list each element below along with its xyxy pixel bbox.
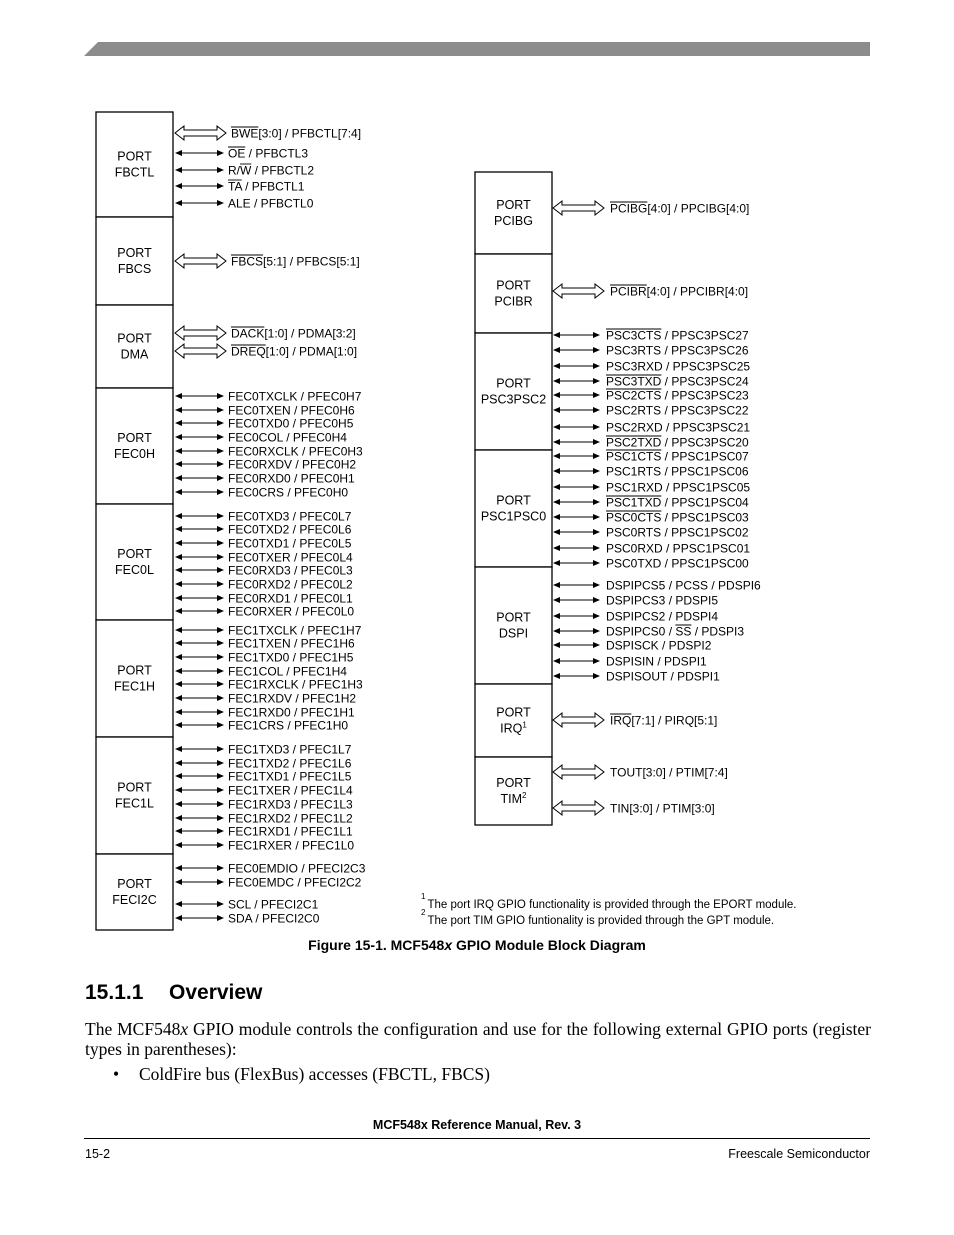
port-fec0l-arrow bbox=[175, 513, 224, 519]
port-fec1l-arrow bbox=[175, 801, 224, 807]
port-fec1h-arrow bbox=[175, 654, 224, 660]
port-fec0h-signal-label: FEC0RXCLK / PFEC0H3 bbox=[228, 444, 363, 459]
port-fec1h-box-label: FEC1H bbox=[114, 679, 155, 694]
port-dspi-signal-label: DSPIPCS5 / PCSS / PDSPI6 bbox=[606, 578, 761, 593]
port-irq-box bbox=[475, 684, 552, 757]
port-fec1h-signal-label: FEC1RXDV / PFEC1H2 bbox=[228, 691, 357, 706]
port-fec0h-arrow bbox=[175, 393, 224, 399]
port-fec1l-arrow bbox=[175, 746, 224, 752]
port-dspi-signal-label: DSPISOUT / PDSPI1 bbox=[606, 669, 720, 684]
port-fbcs-signal-label: FBCS[5:1] / PFBCS[5:1] bbox=[231, 254, 360, 269]
port-psc1psc0-box-label: PSC1PSC0 bbox=[480, 509, 547, 524]
port-fec1l-arrow bbox=[175, 787, 224, 793]
port-tim-box-label: PORT bbox=[496, 776, 531, 790]
port-fbctl-box bbox=[96, 112, 173, 217]
port-dspi-arrow bbox=[553, 642, 600, 648]
port-psc1psc0-arrow bbox=[553, 514, 600, 520]
port-psc3psc2-signal-label: PSC3RXD / PPSC3PSC25 bbox=[606, 359, 751, 374]
port-fec0l-signal-label: FEC0TXD1 / PFEC0L5 bbox=[228, 536, 352, 551]
port-fec0h-signal-label: FEC0RXDV / PFEC0H2 bbox=[228, 457, 357, 472]
port-dma-signal-label: DACK[1:0] / PDMA[3:2] bbox=[231, 326, 356, 341]
section-number: 15.1.1 bbox=[85, 981, 144, 1004]
port-dspi-arrow bbox=[553, 628, 600, 634]
port-fec0l-arrow bbox=[175, 608, 224, 614]
port-fec0h-arrow bbox=[175, 475, 224, 481]
port-psc1psc0-arrow bbox=[553, 529, 600, 535]
port-fec1l-signal-label: FEC1TXD3 / PFEC1L7 bbox=[228, 742, 352, 757]
port-fec1l-signal-label: FEC1RXD3 / PFEC1L3 bbox=[228, 797, 353, 812]
port-feci2c-signal-label: SCL / PFECI2C1 bbox=[228, 897, 319, 912]
port-psc3psc2-signal-label: PSC2RXD / PPSC3PSC21 bbox=[606, 420, 751, 435]
port-irq-arrow bbox=[553, 713, 604, 727]
port-irq-box-label: PORT bbox=[496, 705, 531, 720]
port-dspi-signal-label: DSPIPCS3 / PDSPI5 bbox=[606, 593, 719, 608]
port-fbctl-arrow bbox=[175, 167, 224, 173]
figure-caption: Figure 15-1. MCF548x GPIO Module Block Diagram bbox=[308, 937, 646, 953]
port-psc3psc2-box-label: PSC3PSC2 bbox=[480, 392, 547, 407]
port-feci2c-arrow bbox=[175, 879, 224, 885]
port-fec0h-box-label: PORT bbox=[117, 431, 152, 445]
port-psc1psc0-arrow bbox=[553, 468, 600, 474]
port-pcibg-arrow bbox=[553, 201, 604, 215]
port-fec1h-signal-label: FEC1TXEN / PFEC1H6 bbox=[228, 636, 355, 651]
port-fec0l-signal-label: FEC0RXER / PFEC0L0 bbox=[228, 604, 355, 619]
port-psc3psc2-arrow bbox=[553, 363, 600, 369]
port-psc1psc0-signal-label: PSC0TXD / PPSC1PSC00 bbox=[606, 556, 749, 571]
port-fec1h-arrow bbox=[175, 695, 224, 701]
section-heading bbox=[85, 981, 262, 1005]
port-fec1h-arrow bbox=[175, 627, 224, 633]
port-fbctl-arrow bbox=[175, 150, 224, 156]
port-fec1l-arrow bbox=[175, 815, 224, 821]
port-psc1psc0-signal-label: PSC0RTS / PPSC1PSC02 bbox=[606, 525, 749, 540]
port-fec0h-signal-label: FEC0RXD0 / PFEC0H1 bbox=[228, 471, 355, 486]
port-fbctl-signal-label: TA / PFBCTL1 bbox=[228, 179, 305, 194]
port-fec0h-box bbox=[96, 388, 173, 504]
port-psc1psc0-signal-label: PSC1RXD / PPSC1PSC05 bbox=[606, 480, 751, 495]
port-feci2c-box bbox=[96, 854, 173, 930]
port-tim-signal-label: TIN[3:0] / PTIM[3:0] bbox=[610, 801, 715, 816]
port-fec0h-signal-label: FEC0TXEN / PFEC0H6 bbox=[228, 403, 355, 418]
port-psc3psc2-arrow bbox=[553, 347, 600, 353]
port-psc3psc2-box-label: PORT bbox=[496, 376, 531, 391]
port-dspi-arrow bbox=[553, 613, 600, 619]
port-psc3psc2-signal-label: PSC2RTS / PPSC3PSC22 bbox=[606, 403, 749, 418]
port-psc1psc0-arrow bbox=[553, 545, 600, 551]
port-dspi-signal-label: DSPIPCS2 / PDSPI4 bbox=[606, 609, 719, 624]
footer-title: MCF548x Reference Manual, Rev. 3 bbox=[372, 1118, 582, 1132]
port-dspi-signal-label: DSPISCK / PDSPI2 bbox=[606, 638, 712, 653]
port-dma-box bbox=[96, 305, 173, 388]
port-tim-box-label: TIM$^2$ bbox=[500, 791, 527, 806]
port-pcibr-box-label: PCIBR bbox=[494, 294, 533, 309]
port-fec0h-signal-label: FEC0COL / PFEC0H4 bbox=[228, 430, 347, 445]
port-psc1psc0-arrow bbox=[553, 484, 600, 490]
port-fbctl-signal-label: R/W / PFBCTL2 bbox=[228, 163, 315, 178]
port-psc3psc2-arrow bbox=[553, 392, 600, 398]
port-dspi-signal-label: DSPISIN / PDSPI1 bbox=[606, 654, 707, 669]
port-dspi-signal-label: DSPIPCS0 / SS / PDSPI3 bbox=[606, 624, 745, 639]
port-dma-arrow bbox=[175, 326, 226, 340]
port-dspi-arrow bbox=[553, 582, 600, 588]
port-pcibr-box bbox=[475, 254, 552, 333]
company-name: Freescale Semiconductor bbox=[728, 1147, 870, 1161]
port-fbctl-box-label: FBCTL bbox=[114, 165, 155, 180]
port-fec1l-arrow bbox=[175, 842, 224, 848]
port-fec0l-signal-label: FEC0TXD3 / PFEC0L7 bbox=[228, 509, 352, 524]
port-fbcs-box bbox=[96, 217, 173, 305]
port-feci2c-signal-label: FEC0EMDC / PFECI2C2 bbox=[228, 875, 362, 890]
port-fec1l-arrow bbox=[175, 760, 224, 766]
bullet-item: • ColdFire bus (FlexBus) accesses (FBCTL, FBCS) bbox=[113, 1064, 490, 1084]
port-fbctl-signal-label: BWE[3:0] / PFBCTL[7:4] bbox=[231, 126, 362, 141]
port-fec0l-signal-label: FEC0RXD1 / PFEC0L1 bbox=[228, 591, 353, 606]
port-psc3psc2-signal-label: PSC3TXD / PPSC3PSC24 bbox=[606, 374, 749, 389]
port-fec1h-arrow bbox=[175, 722, 224, 728]
port-fec1h-arrow bbox=[175, 709, 224, 715]
port-fec1h-arrow bbox=[175, 668, 224, 674]
port-fec1l-signal-label: FEC1RXER / PFEC1L0 bbox=[228, 838, 355, 853]
port-psc3psc2-arrow bbox=[553, 424, 600, 430]
port-psc1psc0-arrow bbox=[553, 453, 600, 459]
port-psc1psc0-box bbox=[475, 450, 552, 567]
port-pcibg-box-label: PORT bbox=[496, 198, 531, 212]
port-fec1l-box bbox=[96, 737, 173, 854]
port-psc3psc2-signal-label: PSC2CTS / PPSC3PSC23 bbox=[606, 388, 749, 403]
footer-rule bbox=[84, 1138, 870, 1139]
port-dspi-arrow bbox=[553, 597, 600, 603]
port-fec0h-arrow bbox=[175, 434, 224, 440]
port-fbctl-box-label: PORT bbox=[117, 149, 152, 164]
port-psc1psc0-signal-label: PSC0RXD / PPSC1PSC01 bbox=[606, 541, 751, 556]
port-psc3psc2-signal-label: PSC3CTS / PPSC3PSC27 bbox=[606, 328, 749, 343]
port-fec1h-arrow bbox=[175, 681, 224, 687]
port-fec0h-signal-label: FEC0CRS / PFEC0H0 bbox=[228, 485, 349, 500]
port-fec1h-box bbox=[96, 620, 173, 737]
port-irq-signal-label: IRQ[7:1] / PIRQ[5:1] bbox=[610, 713, 718, 728]
port-psc3psc2-signal-label: PSC2TXD / PPSC3PSC20 bbox=[606, 435, 749, 450]
port-fbcs-box-label: FBCS bbox=[117, 262, 152, 276]
port-fec1l-signal-label: FEC1RXD1 / PFEC1L1 bbox=[228, 824, 353, 839]
port-psc1psc0-box-label: PORT bbox=[496, 493, 531, 508]
port-fec0l-box-label: PORT bbox=[117, 547, 152, 561]
port-fec0l-box bbox=[96, 504, 173, 620]
port-fec0l-signal-label: FEC0RXD2 / PFEC0L2 bbox=[228, 577, 353, 592]
port-fec0l-arrow bbox=[175, 540, 224, 546]
port-dma-arrow bbox=[175, 344, 226, 358]
port-psc3psc2-signal-label: PSC3RTS / PPSC3PSC26 bbox=[606, 343, 749, 358]
port-fec1h-signal-label: FEC1TXD0 / PFEC1H5 bbox=[228, 650, 354, 665]
port-fec0l-arrow bbox=[175, 567, 224, 573]
port-pcibg-box bbox=[475, 172, 552, 254]
port-tim-arrow bbox=[553, 801, 604, 815]
port-pcibr-arrow bbox=[553, 284, 604, 298]
port-irq-box-label: IRQ$^1$ bbox=[500, 720, 527, 736]
port-fec0l-arrow bbox=[175, 554, 224, 560]
port-psc1psc0-signal-label: PSC1CTS / PPSC1PSC07 bbox=[606, 449, 749, 464]
port-fec1h-box-label: PORT bbox=[117, 663, 152, 678]
port-dspi-arrow bbox=[553, 673, 600, 679]
footnote-2: $^2$The port TIM GPIO funtionality is provided through the GPT module. bbox=[421, 908, 775, 927]
port-fec1h-signal-label: FEC1COL / PFEC1H4 bbox=[228, 664, 347, 679]
port-fec0l-box-label: FEC0L bbox=[115, 563, 154, 577]
port-pcibr-signal-label: PCIBR[4:0] / PPCIBR[4:0] bbox=[610, 284, 749, 299]
port-fbctl-arrow bbox=[175, 183, 224, 189]
port-feci2c-box-label: PORT bbox=[117, 877, 152, 891]
port-fec1h-signal-label: FEC1CRS / PFEC1H0 bbox=[228, 718, 349, 733]
port-feci2c-arrow bbox=[175, 915, 224, 921]
footnote-1: $^1$The port IRQ GPIO functionality is provided through the EPORT module. bbox=[421, 892, 797, 911]
port-fec1l-box-label: FEC1L bbox=[115, 796, 154, 811]
port-psc1psc0-arrow bbox=[553, 560, 600, 566]
port-fec1l-box-label: PORT bbox=[117, 780, 152, 795]
port-dspi-box-label: PORT bbox=[496, 610, 531, 625]
port-tim-box bbox=[475, 757, 552, 825]
port-psc1psc0-signal-label: PSC1TXD / PPSC1PSC04 bbox=[606, 495, 749, 510]
port-fec0l-arrow bbox=[175, 526, 224, 532]
port-tim-signal-label: TOUT[3:0] / PTIM[7:4] bbox=[610, 765, 728, 780]
port-tim-arrow bbox=[553, 765, 604, 779]
port-fec1h-arrow bbox=[175, 640, 224, 646]
port-fec1l-arrow bbox=[175, 828, 224, 834]
port-fec0h-arrow bbox=[175, 407, 224, 413]
port-fec1l-signal-label: FEC1TXD2 / PFEC1L6 bbox=[228, 756, 352, 771]
port-psc3psc2-arrow bbox=[553, 332, 600, 338]
body-paragraph: The MCF548x GPIO module controls the configuration and use for the following external GPIO ports (register types in parentheses): bbox=[85, 1019, 871, 1059]
port-psc1psc0-arrow bbox=[553, 499, 600, 505]
port-fbcs-arrow bbox=[175, 254, 226, 268]
port-pcibg-signal-label: PCIBG[4:0] / PPCIBG[4:0] bbox=[610, 201, 750, 216]
port-psc3psc2-arrow bbox=[553, 439, 600, 445]
port-dma-box-label: PORT bbox=[117, 331, 152, 346]
port-fec1l-signal-label: FEC1TXER / PFEC1L4 bbox=[228, 783, 353, 798]
port-fbcs-box-label: PORT bbox=[117, 246, 152, 260]
port-feci2c-signal-label: FEC0EMDIO / PFECI2C3 bbox=[228, 861, 366, 876]
port-fec0h-arrow bbox=[175, 420, 224, 426]
port-psc1psc0-signal-label: PSC1RTS / PPSC1PSC06 bbox=[606, 464, 749, 479]
port-feci2c-arrow bbox=[175, 901, 224, 907]
port-fec1h-signal-label: FEC1RXCLK / PFEC1H3 bbox=[228, 677, 363, 692]
port-fec1h-signal-label: FEC1TXCLK / PFEC1H7 bbox=[228, 623, 362, 638]
port-psc3psc2-arrow bbox=[553, 407, 600, 413]
port-dspi-arrow bbox=[553, 658, 600, 664]
port-pcibr-box-label: PORT bbox=[496, 278, 531, 293]
port-psc1psc0-signal-label: PSC0CTS / PPSC1PSC03 bbox=[606, 510, 749, 525]
port-dspi-box bbox=[475, 567, 552, 684]
port-fec0h-arrow bbox=[175, 448, 224, 454]
port-psc3psc2-box bbox=[475, 333, 552, 450]
port-fec0h-arrow bbox=[175, 461, 224, 467]
port-fec1l-arrow bbox=[175, 773, 224, 779]
port-feci2c-arrow bbox=[175, 865, 224, 871]
port-dma-box-label: DMA bbox=[120, 347, 149, 362]
port-fec0h-arrow bbox=[175, 489, 224, 495]
port-psc3psc2-arrow bbox=[553, 378, 600, 384]
port-fec1l-signal-label: FEC1RXD2 / PFEC1L2 bbox=[228, 811, 353, 826]
port-fec0h-box-label: FEC0H bbox=[114, 447, 155, 461]
port-fbctl-arrow bbox=[175, 126, 226, 140]
port-fbctl-signal-label: ALE / PFBCTL0 bbox=[228, 196, 314, 211]
port-fec1h-signal-label: FEC1RXD0 / PFEC1H1 bbox=[228, 705, 355, 720]
page-number: 15-2 bbox=[85, 1147, 111, 1161]
port-fec0l-arrow bbox=[175, 595, 224, 601]
port-dspi-box-label: DSPI bbox=[498, 626, 529, 641]
port-pcibg-box-label: PCIBG bbox=[494, 214, 533, 228]
port-fec0l-arrow bbox=[175, 581, 224, 587]
port-fec0l-signal-label: FEC0TXD2 / PFEC0L6 bbox=[228, 522, 352, 537]
port-feci2c-signal-label: SDA / PFECI2C0 bbox=[228, 911, 320, 926]
port-feci2c-box-label: FECI2C bbox=[112, 893, 157, 907]
port-fec0h-signal-label: FEC0TXCLK / PFEC0H7 bbox=[228, 389, 362, 404]
port-dma-signal-label: DREQ[1:0] / PDMA[1:0] bbox=[231, 344, 358, 359]
port-fec1l-signal-label: FEC1TXD1 / PFEC1L5 bbox=[228, 769, 352, 784]
port-fec0l-signal-label: FEC0RXD3 / PFEC0L3 bbox=[228, 563, 353, 578]
port-fbctl-signal-label: OE / PFBCTL3 bbox=[228, 146, 309, 161]
port-fec0h-signal-label: FEC0TXD0 / PFEC0H5 bbox=[228, 416, 354, 431]
port-fbctl-arrow bbox=[175, 200, 224, 206]
port-fec0l-signal-label: FEC0TXER / PFEC0L4 bbox=[228, 550, 353, 565]
section-title: Overview bbox=[169, 981, 263, 1004]
